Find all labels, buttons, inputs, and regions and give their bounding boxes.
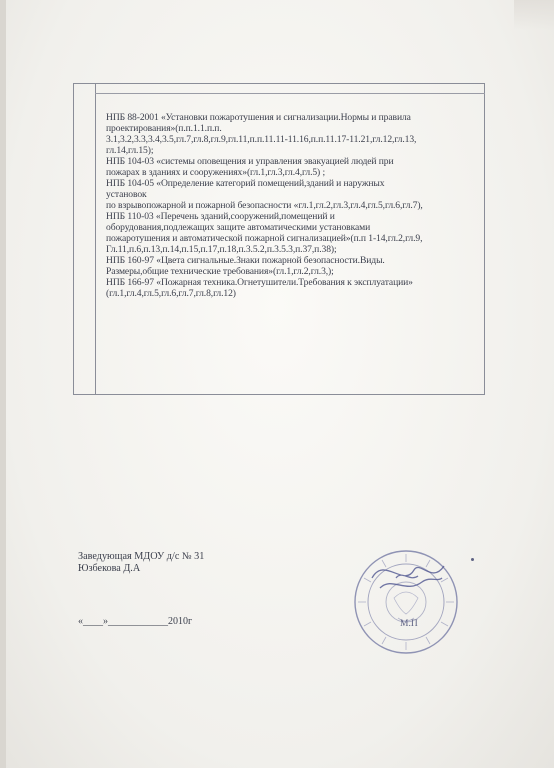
norms-line: Размеры,общие технические требования»(гл.1,гл.2,гл.3,); [106,266,334,277]
signature-block [78,551,204,575]
seal-place-mark: М.П [400,619,418,629]
norms-line: 3.1,3.2,3.3,3.4,3.5,гл.7,гл.8,гл.9,гл.11,п.п.11.11-11.16,п.п.11.17-11.21,гл.12,гл.13, [106,134,417,145]
ink-dot [471,558,474,561]
norms-line: НПБ 88-2001 «Установки пожаротушения и сигнализации.Нормы и правила [106,112,411,123]
page-left-edge [0,0,6,768]
norms-line: (гл.1,гл.4,гл.5,гл.6,гл.7,гл.8,гл.12) [106,288,236,299]
page-corner-shadow [514,0,554,30]
norms-line: НПБ 110-03 «Перечень зданий,сооружений,помещений и [106,211,335,222]
norms-line: НПБ 160-97 «Цвета сигнальные.Знаки пожарной безопасности.Виды. [106,255,385,266]
signer-name: Юзбекова Д.А [78,563,141,574]
norms-line: установок [106,189,147,200]
norms-line: Гл.11,п.6,п.13,п.14,п.15,п.17,п.18,п.3.5.2,п.3.5.3,п.37,п.38); [106,244,337,255]
norms-line: по взрывопожарной и пожарной безопасности «гл.1,гл.2,гл.3,гл.4,гл.5,гл.6,гл.7), [106,200,423,211]
norms-list [106,112,480,299]
norms-table-column-divider [95,83,96,395]
official-seal-stamp [352,548,460,656]
norms-line: гл.14,гл.15); [106,145,154,156]
norms-line: НПБ 166-97 «Пожарная техника.Огнетушители.Требования к эксплуатации» [106,277,413,288]
norms-line: пожарах в зданиях и сооружениях»(гл.1,гл.3,гл.4,гл.5) ; [106,167,326,178]
date-line: «____»____________2010г [78,616,193,627]
norms-line: НПБ 104-05 «Определение категорий помещений,зданий и наружных [106,178,385,189]
norms-line: НПБ 104-03 «системы оповещения и управления эвакуацией людей при [106,156,394,167]
handwritten-signature [372,566,444,588]
signer-position: Заведующая МДОУ д/с № 31 [78,551,205,562]
norms-line: проектирования»(п.п.1.1.п.п. [106,123,222,134]
norms-line: оборудования,подлежащих защите автоматическими установками [106,222,371,233]
norms-line: пожаротушения и автоматической пожарной сигнализацией»(п.п 1-14,гл.2,гл.9, [106,233,423,244]
norms-table-row-divider [95,93,485,94]
